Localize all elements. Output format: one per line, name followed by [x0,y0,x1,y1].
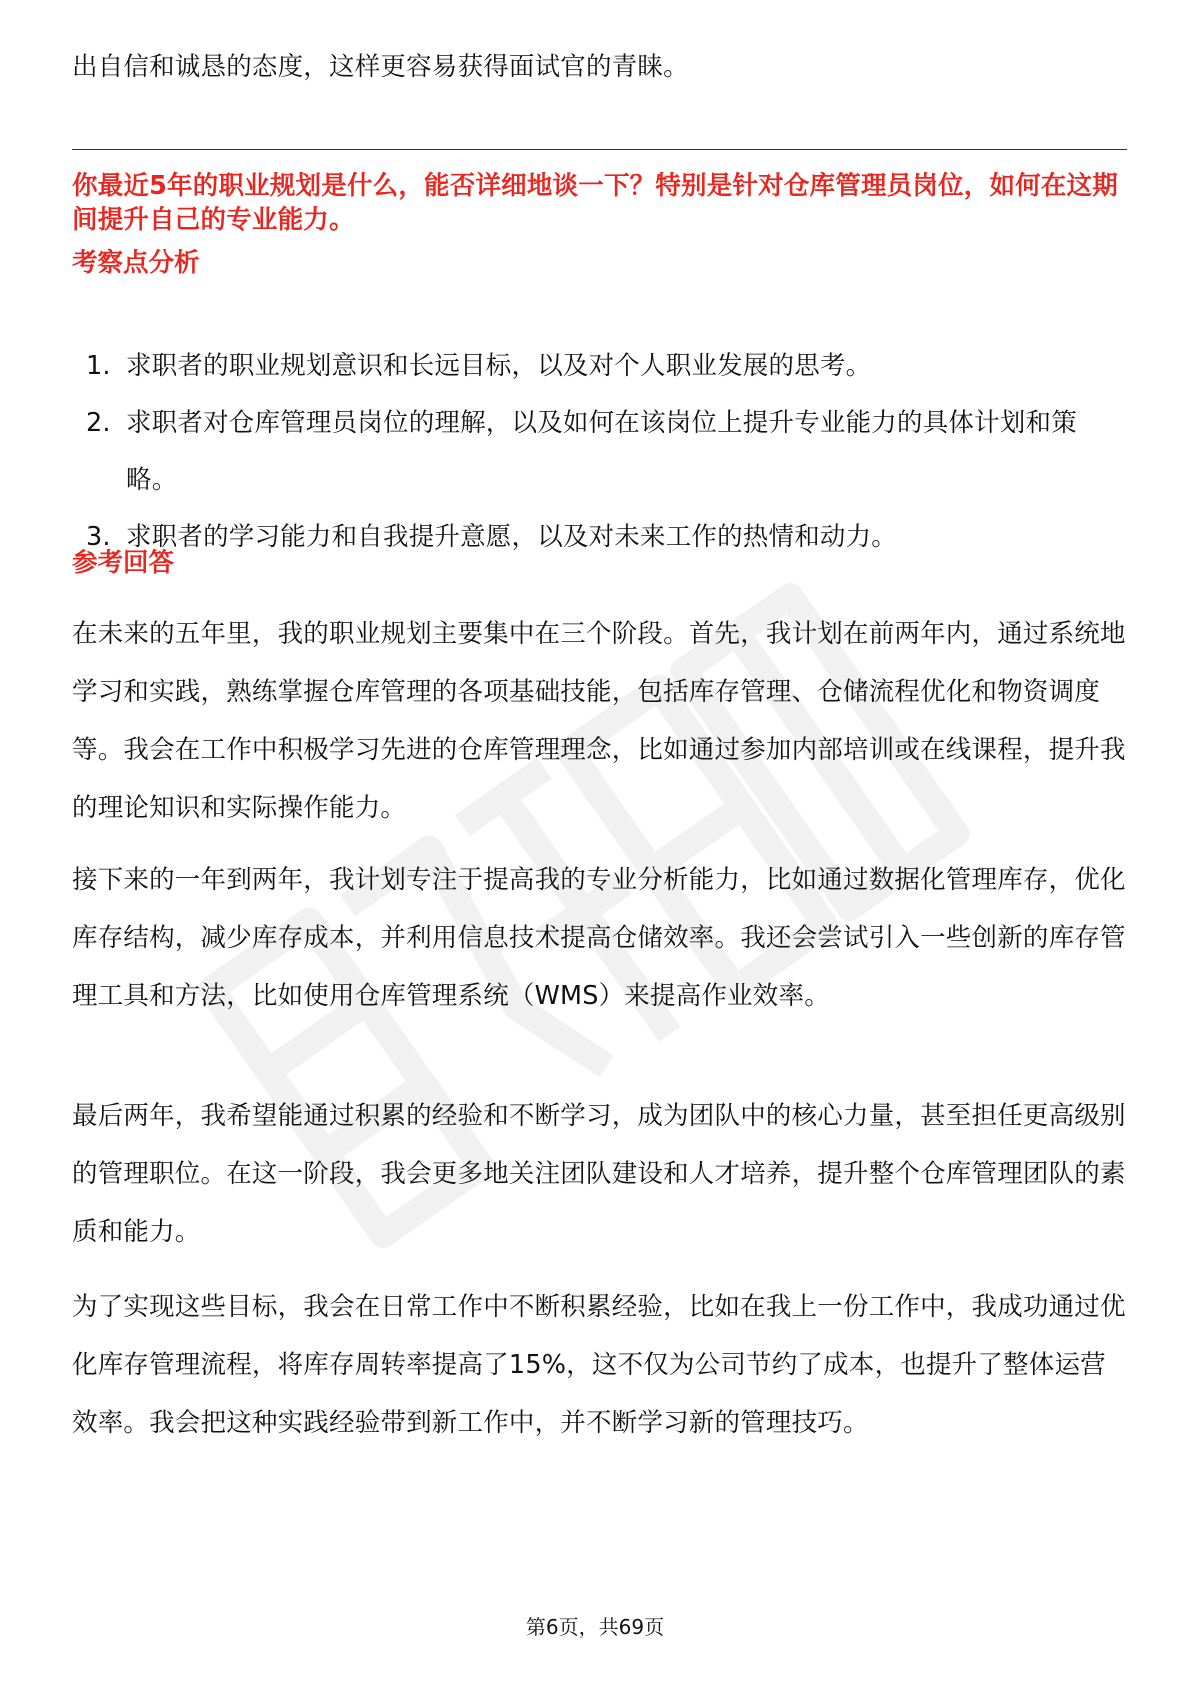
analysis-heading: 考察点分析 [72,248,200,278]
answer-paragraph: 在未来的五年里，我的职业规划主要集中在三个阶段。首先，我计划在前两年内，通过系统地学习和实践，熟练掌握仓库管理的各项基础技能，包括库存管理、仓储流程优化和物资调度等。我会在工作中积极学习先进的仓库管理理念，比如通过参加内部培训或在线课程，提升我的理论知识和实际操作能力。 [72,619,1126,823]
list-item [72,509,1127,566]
page-footer: 第6页，共69页 [525,1615,665,1639]
analysis-list [72,338,1127,566]
section-divider [72,149,1127,150]
list-item [72,395,1127,509]
list-item [72,338,1127,395]
answer-paragraph: 接下来的一年到两年，我计划专注于提高我的专业分析能力，比如通过数据化管理库存，优化库存结构，减少库存成本，并利用信息技术提高仓储效率。我还会尝试引入一些创新的库存管理工具和方法，比如使用仓库管理系统（WMS）来提高作业效率。 [72,865,1126,1011]
list-text: 求职者的学习能力和自我提升意愿，以及对未来工作的热情和动力。 [126,522,898,552]
answer-paragraph: 最后两年，我希望能通过积累的经验和不断学习，成为团队中的核心力量，甚至担任更高级别的管理职位。在这一阶段，我会更多地关注团队建设和人才培养，提升整个仓库管理团队的素质和能力。 [72,1101,1126,1247]
list-number: 3. [86,522,111,552]
list-text: 求职者的职业规划意识和长远目标，以及对个人职业发展的思考。 [126,351,872,381]
list-number: 2. [86,408,111,438]
document-page [72,0,1127,1684]
reference-answer-heading: 参考回答 [72,548,175,578]
answer-paragraph: 为了实现这些目标，我会在日常工作中不断积累经验，比如在我上一份工作中，我成功通过优化库存管理流程，将库存周转率提高了15%，这不仅为公司节约了成本，也提升了整体运营效率。我会把这种实践经验带到新工作中，并不断学习新的管理技巧。 [72,1292,1126,1438]
continued-paragraph-line: 出自信和诚恳的态度，这样更容易获得面试官的青睐。 [72,52,689,82]
list-text: 求职者对仓库管理员岗位的理解，以及如何在该岗位上提升专业能力的具体计划和策略。 [126,408,1077,495]
list-number: 1. [86,351,111,381]
interview-question: 你最近5年的职业规划是什么，能否详细地谈一下？特别是针对仓库管理员岗位，如何在这期间提升自己的专业能力。 [72,171,1118,235]
